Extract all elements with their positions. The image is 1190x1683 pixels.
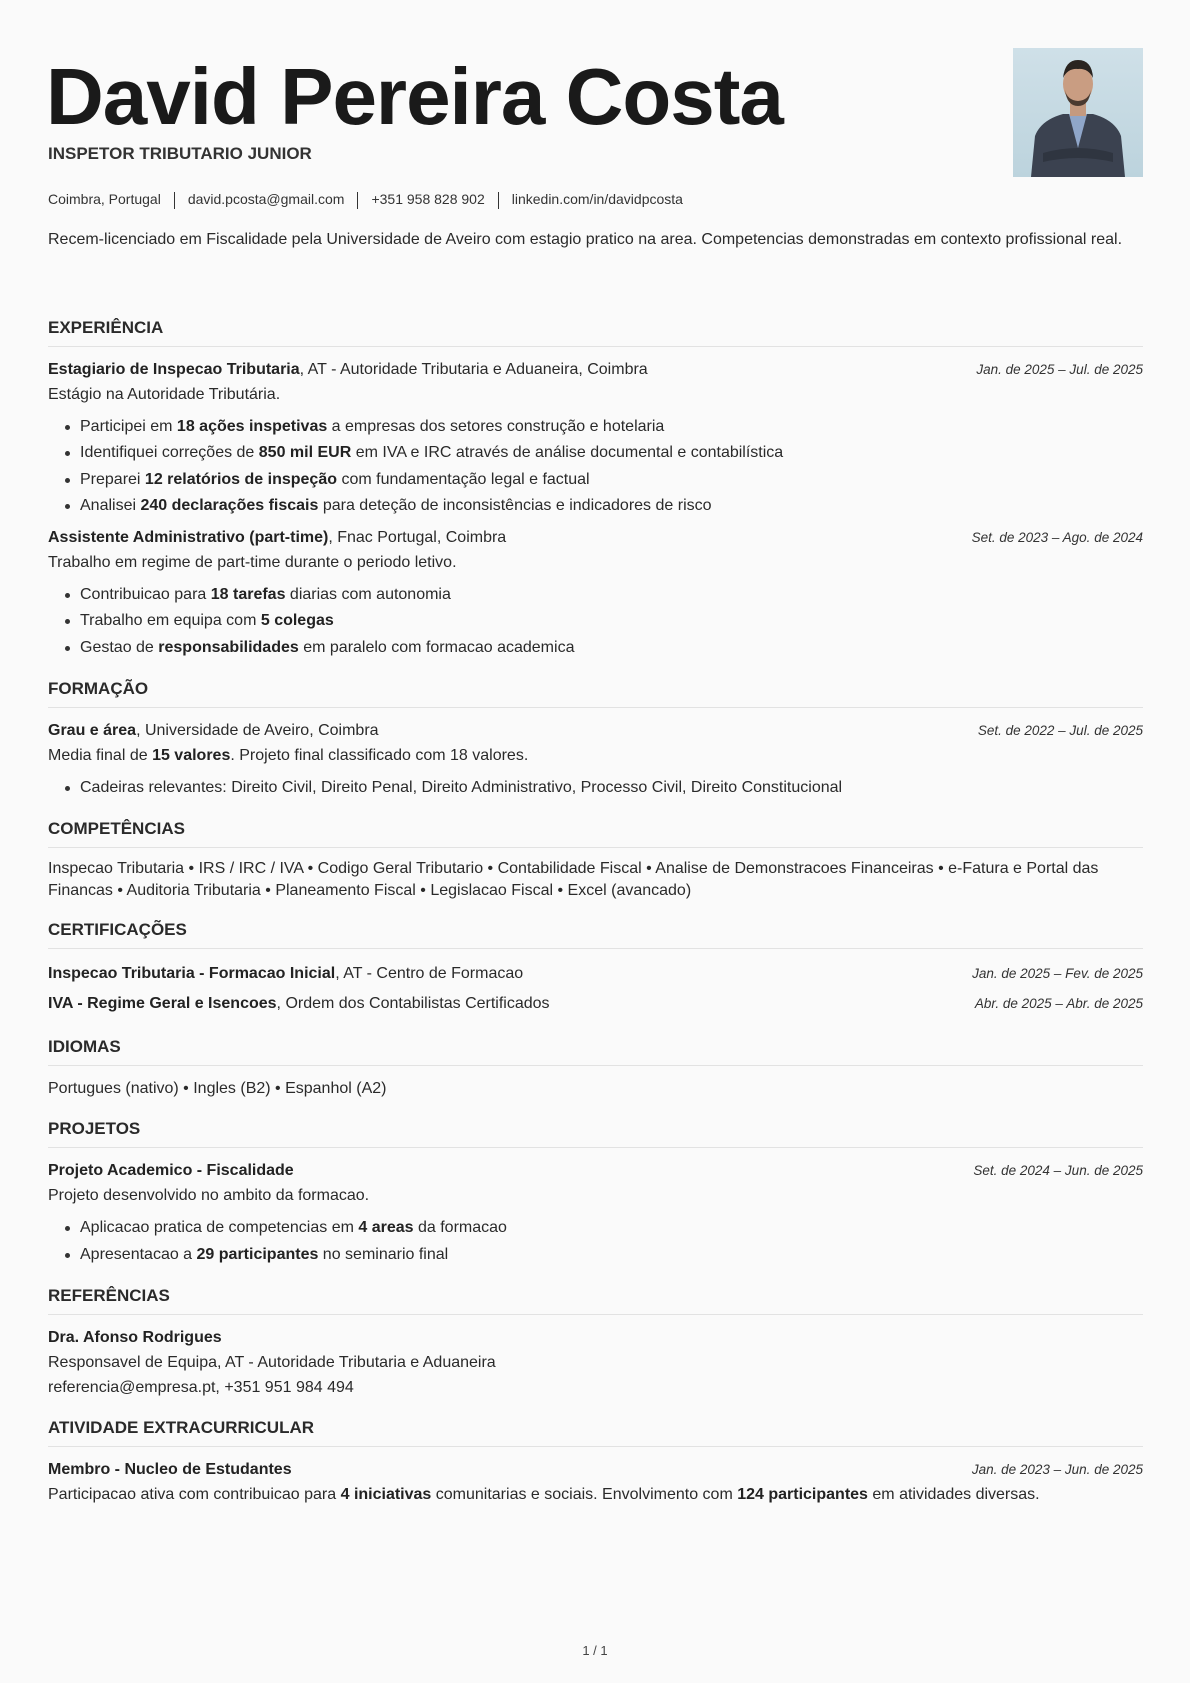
list-item: Apresentacao a 29 participantes no seminario final [80,1242,1143,1268]
extracurricular-section [48,1418,1143,1507]
section-heading: ATIVIDADE EXTRACURRICULAR [48,1418,1143,1447]
cert-name: Inspecao Tributaria - Formacao Inicial [48,965,336,983]
project-description: Projeto desenvolvido no ambito da formacao. [48,1187,370,1205]
section-heading: CERTIFICAÇÕES [48,920,1143,949]
job-date: Jan. de 2025 – Jul. de 2025 [976,362,1143,377]
skills-list: Inspecao Tributaria • IRS / IRC / IVA • Codigo Geral Tributario • Contabilidade Fiscal • Analise de Demonstracoes Financeiras • e-Fatura e Portal das Financas • Auditoria Tributaria • Planeamento Fiscal • Legislacao Fiscal • Excel (avancado) [48,860,1099,900]
projects-section [48,1119,1143,1268]
section-heading: IDIOMAS [48,1037,1143,1066]
activity-name: Membro - Nucleo de Estudantes [48,1460,292,1478]
school: , Universidade de Aveiro, Coimbra [136,722,379,740]
job-org: , AT - Autoridade Tributaria e Aduaneira, Coimbra [299,361,648,378]
section-heading: REFERÊNCIAS [48,1286,1143,1315]
contact-line [48,191,696,209]
languages-list: Portugues (nativo) • Ingles (B2) • Espanhol (A2) [48,1080,387,1098]
list-item: Aplicacao pratica de competencias em 4 areas da formacao [80,1215,1143,1241]
section-heading: PROJETOS [48,1119,1143,1148]
summary: Recem-licenciado em Fiscalidade pela Universidade de Aveiro com estagio pratico na area. Competencias demonstradas em contexto profissional real. [48,231,1123,248]
education-description: Media final de 15 valores. Projeto final classificado com 18 valores. [48,747,529,765]
location: Coimbra, Portugal [48,191,161,207]
activity-date: Jan. de 2023 – Jun. de 2025 [971,1461,1143,1477]
reference-contact: referencia@empresa.pt, +351 951 984 494 [48,1378,354,1396]
cert-date: Jan. de 2025 – Fev. de 2025 [972,966,1143,982]
list-item: Preparei 12 relatórios de inspeção com fundamentação legal e factual [80,467,1143,493]
section-heading: FORMAÇÃO [48,679,1143,708]
job-date: Set. de 2023 – Ago. de 2024 [971,530,1143,546]
cert-org: , Ordem dos Contabilistas Certificados [276,995,550,1013]
education-section [48,679,1143,801]
job-role: Estagiario de Inspecao Tributaria [48,361,300,378]
list-item: Participei em 18 ações inspetivas a empresas dos setores construção e hotelaria [80,414,1143,440]
list-item: Analisei 240 declarações fiscais para deteção de inconsistências e indicadores de risco [80,493,1143,519]
job-role: Assistente Administrativo (part-time) [48,529,329,547]
cert-name: IVA - Regime Geral e Isencoes [48,995,277,1013]
project-name: Projeto Academico - Fiscalidade [48,1162,294,1180]
job-description: Trabalho em regime de part-time durante o periodo letivo. [48,554,457,572]
list-item: Cadeiras relevantes: Direito Civil, Direito Penal, Direito Administrativo, Processo Civil, Direito Constitucional [80,775,1143,801]
list-item: Gestao de responsabilidades em paralelo com formacao academica [80,635,1143,661]
list-item: Trabalho em equipa com 5 colegas [80,608,1143,634]
cert-date: Abr. de 2025 – Abr. de 2025 [974,996,1143,1012]
candidate-name: David Pereira Costa [46,52,783,141]
degree: Grau e área [48,722,137,740]
experience-section [48,318,1143,661]
cert-org: , AT - Centro de Formacao [335,965,524,983]
phone: +351 958 828 902 [371,191,485,207]
list-item: Contribuicao para 18 tarefas diarias com autonomia [80,582,1143,608]
reference-name: Dra. Afonso Rodrigues [48,1328,222,1346]
languages-section [48,1037,1143,1101]
reference-role: Responsavel de Equipa, AT - Autoridade Tributaria e Aduaneira [48,1353,496,1371]
project-date: Set. de 2024 – Jun. de 2025 [973,1163,1143,1179]
job-title: INSPETOR TRIBUTARIO JUNIOR [48,144,312,163]
certifications-section [48,920,1143,1019]
profile-photo [1013,48,1143,177]
section-heading: EXPERIÊNCIA [48,318,1143,347]
job-description: Estágio na Autoridade Tributária. [48,386,281,403]
linkedin-link[interactable]: linkedin.com/in/davidpcosta [511,191,683,207]
skills-section [48,819,1143,902]
references-section [48,1286,1143,1400]
job-org: , Fnac Portugal, Coimbra [328,529,507,547]
section-heading: COMPETÊNCIAS [48,819,1143,848]
activity-description: Participacao ativa com contribuicao para 4 iniciativas comunitarias e sociais. Envolvimento com 124 participantes em atividades diversas. [48,1485,1040,1503]
email-link[interactable]: david.pcosta@gmail.com [187,191,345,207]
page-number: 1 / 1 [582,1643,608,1658]
education-date: Set. de 2022 – Jul. de 2025 [977,723,1143,739]
list-item: Identifiquei correções de 850 mil EUR em IVA e IRC através de análise documental e contabilística [80,440,1143,466]
